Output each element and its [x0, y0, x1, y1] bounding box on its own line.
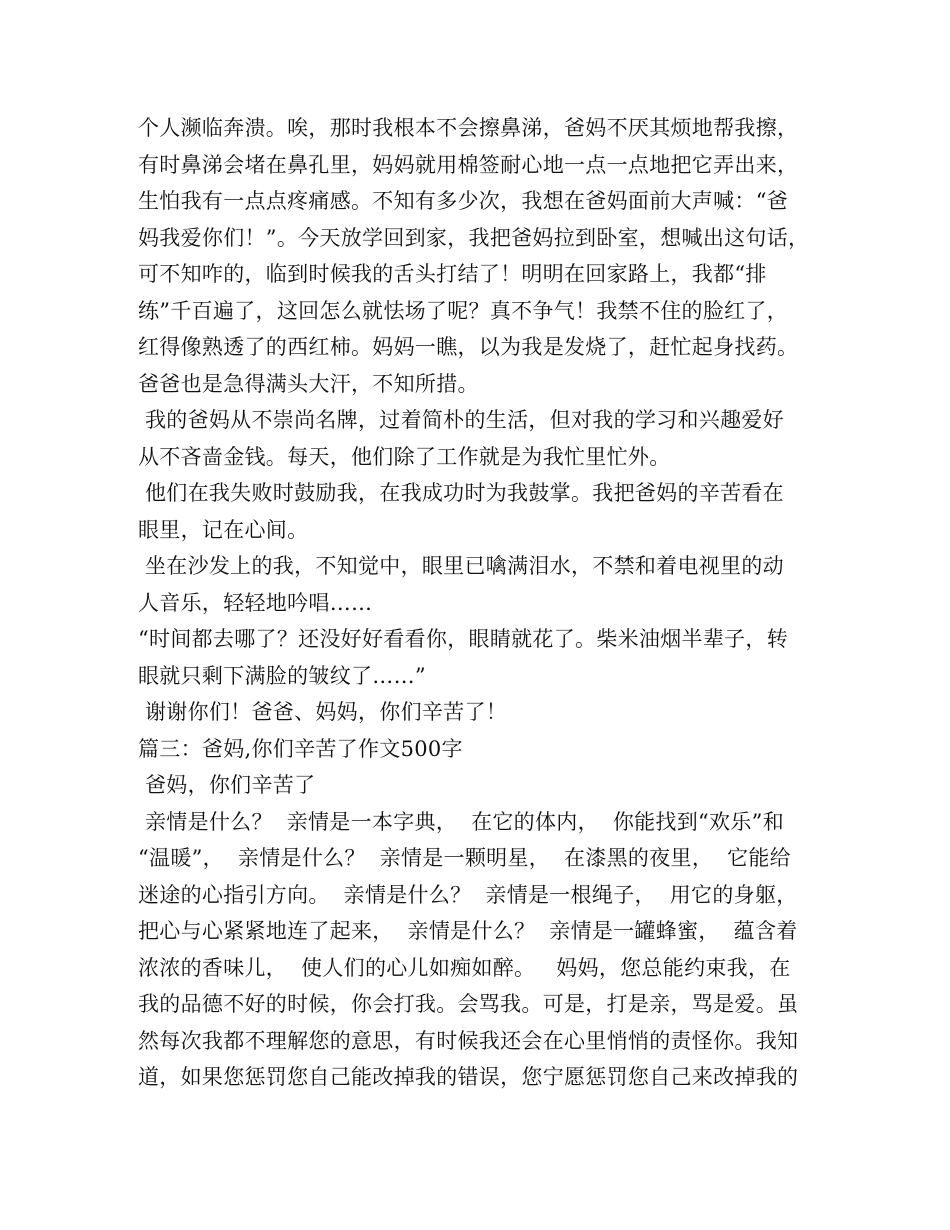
text-line: 从不吝啬金钱。每天，他们除了工作就是为我忙里忙外。 [138, 444, 671, 469]
section-heading: 篇三：爸妈,你们辛苦了作文500字 [138, 736, 463, 761]
text-line: 迷途的心指引方向。 亲情是什么？ 亲情是一根绳子， 用它的身躯， [138, 882, 798, 907]
essay-title: 爸妈，你们辛苦了 [138, 773, 316, 797]
text-line: 他们在我失败时鼓励我，在我成功时为我鼓掌。我把爸妈的辛苦看在 [138, 481, 784, 505]
text-line: 生怕我有一点点疼痛感。不知有多少次，我想在爸妈面前大声喊：“爸 [138, 189, 789, 213]
essay-text [138, 110, 818, 1096]
text-line: 我的品德不好的时候，你会打我。会骂我。可是，打是亲，骂是爱。虽 [138, 992, 799, 1016]
text-line: 亲情是什么？ 亲情是一本字典， 在它的体内， 你能找到“欢乐”和 [138, 809, 784, 834]
text-line: “时间都去哪了？还没好好看看你，眼睛就花了。柴米油烟半辈子，转 [138, 627, 789, 651]
text-line: 眼里，记在心间。 [138, 517, 309, 542]
text-line: 人音乐，轻轻地吟唱…… [138, 590, 373, 615]
text-line: 我的爸妈从不崇尚名牌，过着简朴的生活，但对我的学习和兴趣爱好 [138, 408, 784, 432]
text-line: 可不知咋的，临到时候我的舌头打结了！明明在回家路上，我都“排 [138, 262, 767, 286]
text-line: 把心与心紧紧地连了起来， 亲情是什么？ 亲情是一罐蜂蜜， 蕴含着 [138, 919, 798, 943]
text-line: “温暖”， 亲情是什么？ 亲情是一颗明星， 在漆黑的夜里， 它能给 [138, 846, 791, 870]
text-line: 道，如果您惩罚您自己能改掉我的错误，您宁愿惩罚您自己来改掉我的 [138, 1065, 799, 1089]
text-line: 然每次我都不理解您的意思，有时候我还会在心里悄悄的责怪你。我知 [138, 1028, 799, 1053]
text-line: 练”千百遍了，这回怎么就怯场了呢？真不争气！我禁不住的脸红了， [138, 298, 789, 323]
text-line: 爸爸也是急得满头大汗，不知所措。 [138, 371, 479, 396]
text-line: 谢谢你们！爸爸、妈妈，你们辛苦了！ [138, 700, 508, 724]
text-line: 眼就只剩下满脸的皱纹了……” [138, 663, 426, 688]
text-line: 红得像熟透了的西红柿。妈妈一瞧，以为我是发烧了，赶忙起身找药。 [138, 335, 799, 359]
text-line: 坐在沙发上的我，不知觉中，眼里已噙满泪水，不禁和着电视里的动 [138, 554, 784, 578]
text-line: 个人濒临奔溃。唉，那时我根本不会擦鼻涕，爸妈不厌其烦地帮我擦， [138, 116, 799, 140]
text-line: 浓浓的香味儿， 使人们的心儿如痴如醉。 妈妈，您总能约束我，在 [138, 955, 791, 980]
text-line: 有时鼻涕会堵在鼻孔里，妈妈就用棉签耐心地一点一点地把它弄出来， [138, 152, 799, 177]
text-line: 妈我爱你们！”。今天放学回到家，我把爸妈拉到卧室，想喊出这句话， [138, 225, 810, 250]
